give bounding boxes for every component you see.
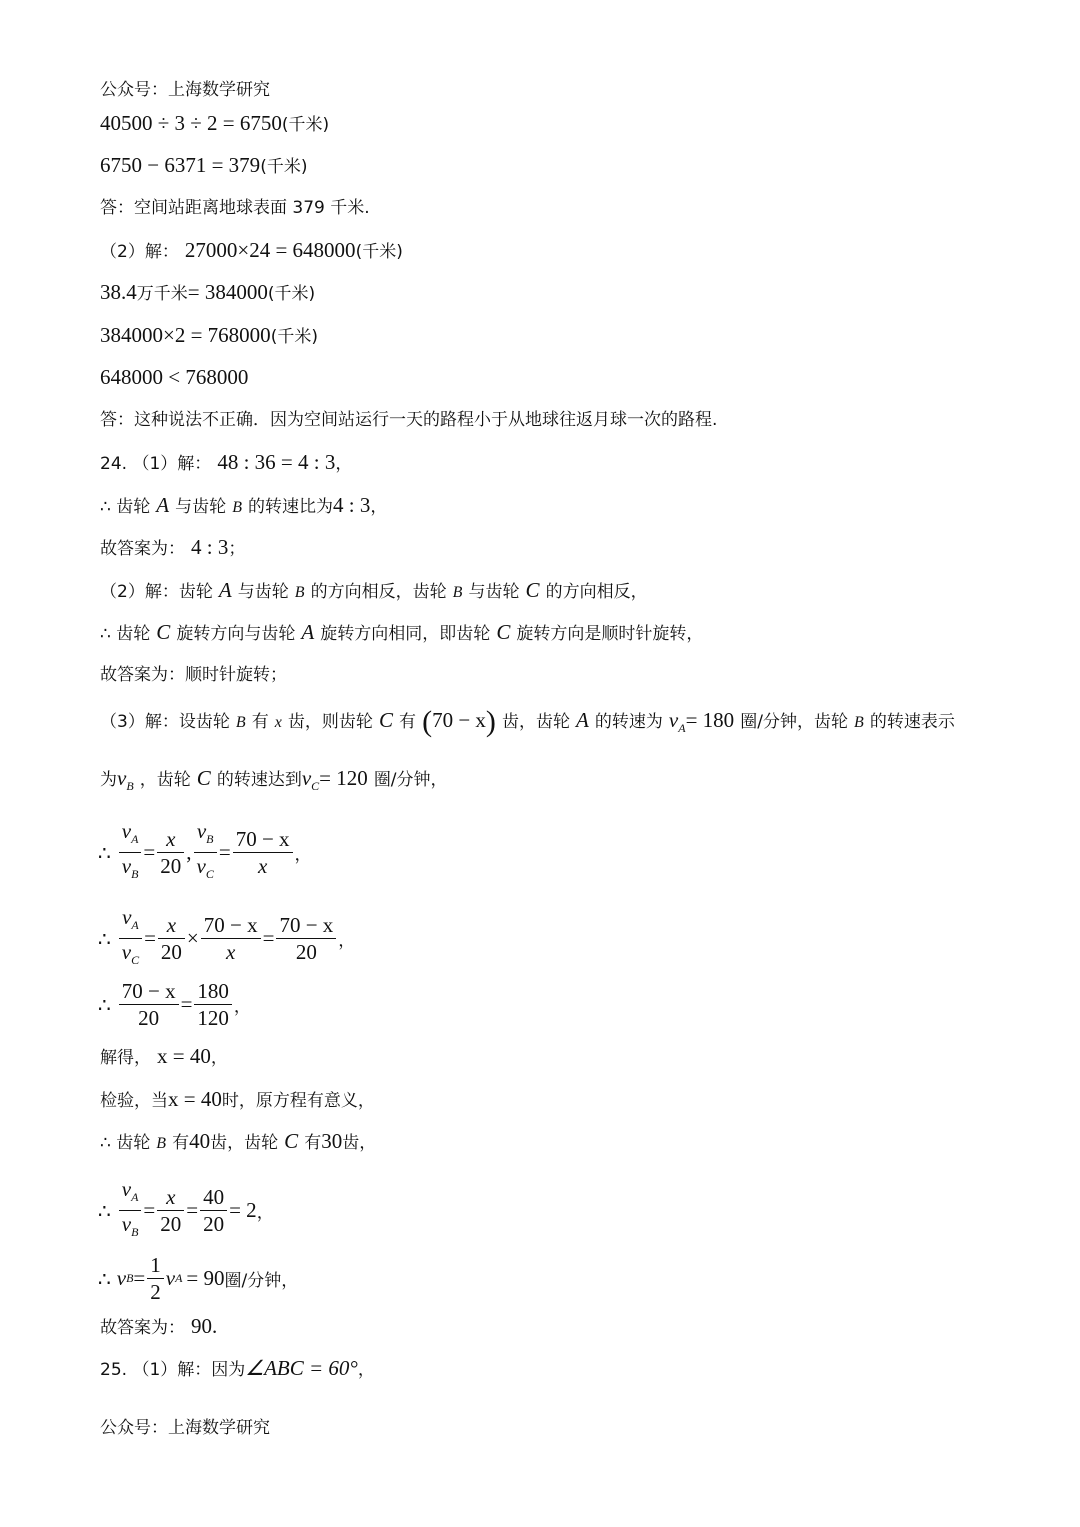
- symbol-c: C: [378, 708, 393, 732]
- text: 齿，齿轮: [210, 1133, 279, 1153]
- paren-close: ): [485, 705, 496, 738]
- paren-open: (: [422, 705, 433, 738]
- number: 30: [321, 1129, 343, 1153]
- symbol-c: C: [284, 1129, 299, 1153]
- symbol-b: B: [452, 584, 463, 601]
- fraction: [194, 978, 232, 1031]
- fraction: [119, 904, 142, 973]
- page-header: 公众号：上海数学研究: [100, 80, 270, 100]
- punct: ，: [338, 931, 356, 951]
- text: （3）解：设齿轮: [100, 712, 230, 732]
- text: 有: [399, 712, 417, 732]
- punct: ，: [233, 997, 251, 1017]
- times: ×: [186, 926, 199, 950]
- punct: .: [212, 1314, 218, 1338]
- fraction: [158, 912, 185, 965]
- text: 有: [172, 1133, 190, 1153]
- unit: (千米): [267, 284, 316, 304]
- subscript-b: B: [126, 1271, 134, 1285]
- ratio: 4 : 3: [191, 535, 229, 559]
- denominator: x: [257, 854, 268, 878]
- symbol-c: C: [525, 578, 540, 602]
- symbol-c: C: [496, 620, 511, 644]
- answer-line-5: [100, 1314, 217, 1340]
- numerator: $v_A$: [119, 1176, 142, 1211]
- numerator: 70 − x: [119, 978, 179, 1005]
- v-c: v: [301, 766, 312, 790]
- fraction: [119, 1176, 142, 1245]
- value: = 2: [229, 1198, 257, 1222]
- equation: 648000 < 768000: [100, 365, 249, 389]
- equation: 6750 − 6371 = 379: [100, 153, 261, 177]
- text: 旋转方向是顺时针旋转，: [516, 624, 704, 644]
- question-label: 25. （1）解：因为: [100, 1360, 246, 1380]
- text: 的转速比为: [248, 497, 334, 517]
- numerator: 70 − x: [276, 912, 336, 939]
- symbol-a: A: [301, 620, 315, 644]
- question-25-line: [100, 1356, 375, 1382]
- v-b: v: [117, 766, 127, 790]
- calc-line-1: [100, 111, 329, 137]
- fraction: [119, 818, 142, 887]
- value: = 90: [186, 1266, 225, 1290]
- fraction: [157, 826, 184, 879]
- expression: 70 − x: [432, 708, 486, 732]
- calc-line-2: [100, 153, 307, 179]
- fraction: [194, 818, 217, 887]
- ratio: 4 : 3: [333, 493, 371, 517]
- text: ∴ 齿轮: [100, 1133, 151, 1153]
- text: 旋转方向相同，即齿轮: [320, 624, 491, 644]
- symbol-b: B: [156, 1135, 167, 1152]
- text: 的转速为: [594, 712, 663, 732]
- fraction: [201, 912, 261, 965]
- denominator: $v_B$: [121, 854, 139, 881]
- value: = 120: [319, 766, 368, 790]
- symbol-b: B: [235, 714, 246, 731]
- comparison-line: [100, 365, 248, 390]
- denominator: 120: [197, 1006, 229, 1030]
- equals: =: [186, 1198, 199, 1222]
- subscript-a: A: [175, 1271, 183, 1285]
- equation: = 384000: [187, 280, 268, 304]
- conversion-line: [100, 280, 315, 306]
- punct: ，: [357, 1360, 375, 1380]
- text: 的方向相反，齿轮: [310, 582, 447, 602]
- page-footer: 公众号：上海数学研究: [100, 1418, 270, 1438]
- equals: =: [144, 926, 156, 950]
- text: ∴ 齿轮: [100, 497, 151, 517]
- symbol-b: B: [854, 714, 864, 731]
- text: 故答案为：: [100, 539, 185, 559]
- symbol-c: C: [196, 766, 211, 790]
- symbol-a: A: [156, 493, 170, 517]
- question-24-line: [100, 450, 352, 476]
- check-line: [100, 1087, 375, 1113]
- equals: =: [262, 926, 275, 950]
- fraction: [233, 826, 293, 879]
- fraction: [157, 1184, 184, 1237]
- fraction: [119, 978, 179, 1031]
- therefore-symbol: ∴: [98, 840, 111, 865]
- answer-line-4: 故答案为：顺时针旋转；: [100, 665, 287, 685]
- comma: ,: [186, 840, 192, 864]
- equation-row-5: [98, 1252, 298, 1305]
- text: 检验，当: [100, 1091, 168, 1111]
- denominator: x: [226, 940, 236, 964]
- symbol-a: A: [218, 578, 232, 602]
- text: 与齿轮: [237, 582, 289, 602]
- denominator: 20: [203, 1212, 225, 1236]
- equation-row-4: [98, 1176, 274, 1245]
- numerator: x: [157, 826, 184, 853]
- numerator: 70 − x: [233, 826, 293, 853]
- numerator: $v_A$: [119, 904, 142, 939]
- text: 为: [100, 770, 117, 790]
- number: 90: [191, 1314, 213, 1338]
- equation: x = 40: [157, 1044, 211, 1068]
- subscript-c: C: [311, 779, 320, 793]
- denominator: $v_C$: [121, 940, 140, 967]
- punct: ；: [228, 539, 246, 559]
- symbol-c: C: [156, 620, 171, 644]
- number: 40: [189, 1129, 211, 1153]
- text: 的方向相反，: [545, 582, 648, 602]
- text: 的转速表示: [869, 712, 955, 732]
- v-a: v: [668, 708, 679, 732]
- numerator: x: [158, 912, 185, 939]
- equals: =: [133, 1266, 146, 1290]
- part3-line-2: [100, 766, 448, 798]
- value: = 180: [685, 708, 735, 732]
- teeth-count-line: [100, 1129, 376, 1156]
- numerator: x: [157, 1184, 184, 1211]
- equation: 40500 ÷ 3 ÷ 2 = 6750: [100, 111, 282, 135]
- text: 齿，: [342, 1133, 377, 1153]
- question-label: 24. （1）解：: [100, 454, 212, 474]
- unit: (千米): [260, 157, 308, 177]
- text: ，齿轮: [139, 770, 191, 790]
- unit: (千米): [281, 115, 330, 135]
- text: 齿，齿轮: [501, 712, 570, 732]
- part2-line: [100, 238, 403, 264]
- equals: =: [180, 992, 193, 1016]
- text: 圈/分钟，: [373, 770, 448, 790]
- denominator: $v_C$: [196, 854, 214, 881]
- fraction: [147, 1252, 164, 1305]
- equals: =: [218, 840, 231, 864]
- fraction: [276, 912, 336, 965]
- ratio-line: [100, 493, 387, 520]
- equation-row-2: [98, 904, 355, 973]
- equation: x = 40: [168, 1087, 222, 1111]
- text: ∴ 齿轮: [100, 624, 151, 644]
- therefore-symbol: ∴: [98, 1198, 111, 1223]
- unit: (千米): [270, 327, 318, 347]
- part-label: （2）解：: [100, 242, 179, 262]
- number: 38.4: [100, 280, 137, 304]
- solution-line: [100, 1044, 228, 1070]
- symbol-b: B: [294, 584, 305, 601]
- unit: 圈/分钟，: [224, 1271, 299, 1291]
- numerator: 1: [147, 1252, 164, 1279]
- equals: =: [143, 1198, 156, 1222]
- text: 故答案为：: [100, 1318, 185, 1338]
- answer-line-3: [100, 535, 245, 561]
- numerator: $v_B$: [194, 818, 217, 853]
- text: 齿，则齿轮: [287, 712, 373, 732]
- symbol-x: x: [274, 714, 282, 731]
- denominator: 2: [150, 1280, 161, 1304]
- equation: 384000×2 = 768000: [100, 323, 271, 347]
- punct: ，: [370, 497, 388, 517]
- equation: 27000×24 = 648000: [184, 238, 356, 262]
- denominator: 20: [160, 940, 182, 964]
- angle-expression: ∠ABC = 60°: [245, 1356, 358, 1380]
- therefore-symbol: ∴: [98, 992, 111, 1017]
- fraction: [200, 1184, 227, 1237]
- text: 有: [304, 1133, 322, 1153]
- answer-line-2: 答：这种说法不正确．因为空间站运行一天的路程小于从地球往返月球一次的路程.: [100, 410, 718, 430]
- subscript-b: B: [126, 779, 134, 793]
- part3-line-1: [100, 705, 955, 740]
- text: 解得，: [100, 1048, 151, 1068]
- denominator: 20: [160, 854, 182, 878]
- punct: ，: [335, 454, 353, 474]
- equation-row-1: [98, 818, 312, 887]
- therefore-symbol: ∴: [98, 926, 111, 951]
- answer-line-1: 答：空间站距离地球表面 379 千米.: [100, 198, 370, 218]
- equation: 48 : 36 = 4 : 3: [217, 450, 336, 474]
- v-b: v: [116, 1266, 127, 1290]
- punct: ，: [256, 1203, 274, 1223]
- numerator: 40: [200, 1184, 227, 1211]
- text: 时，原方程有意义，: [221, 1091, 375, 1111]
- numerator: 70 − x: [201, 912, 261, 939]
- therefore-symbol: ∴: [98, 1266, 111, 1291]
- denominator: $v_B$: [121, 1212, 139, 1239]
- text: 与齿轮: [175, 497, 227, 517]
- symbol-b: B: [232, 499, 242, 516]
- equals: =: [143, 840, 156, 864]
- direction-line-1: [100, 578, 648, 605]
- text: 旋转方向与齿轮: [176, 624, 296, 644]
- unit-text: 万千米: [136, 284, 188, 304]
- punct: ，: [210, 1048, 228, 1068]
- text: 有: [251, 712, 269, 732]
- v-a: v: [165, 1266, 176, 1290]
- symbol-a: A: [576, 708, 589, 732]
- text: （2）解：齿轮: [100, 582, 213, 602]
- denominator: 20: [295, 940, 317, 964]
- numerator: $v_A$: [119, 818, 142, 853]
- calc-line-3: [100, 323, 318, 349]
- denominator: 20: [160, 1212, 182, 1236]
- denominator: 20: [138, 1006, 160, 1030]
- text: 的转速达到: [216, 770, 302, 790]
- text: 圈/分钟，齿轮: [740, 712, 848, 732]
- unit: (千米): [355, 242, 403, 262]
- equation-row-3: [98, 978, 251, 1031]
- numerator: 180: [194, 978, 232, 1005]
- text: 与齿轮: [468, 582, 520, 602]
- direction-line-2: [100, 620, 703, 646]
- punct: ，: [294, 845, 312, 865]
- subscript-a: A: [678, 721, 686, 735]
